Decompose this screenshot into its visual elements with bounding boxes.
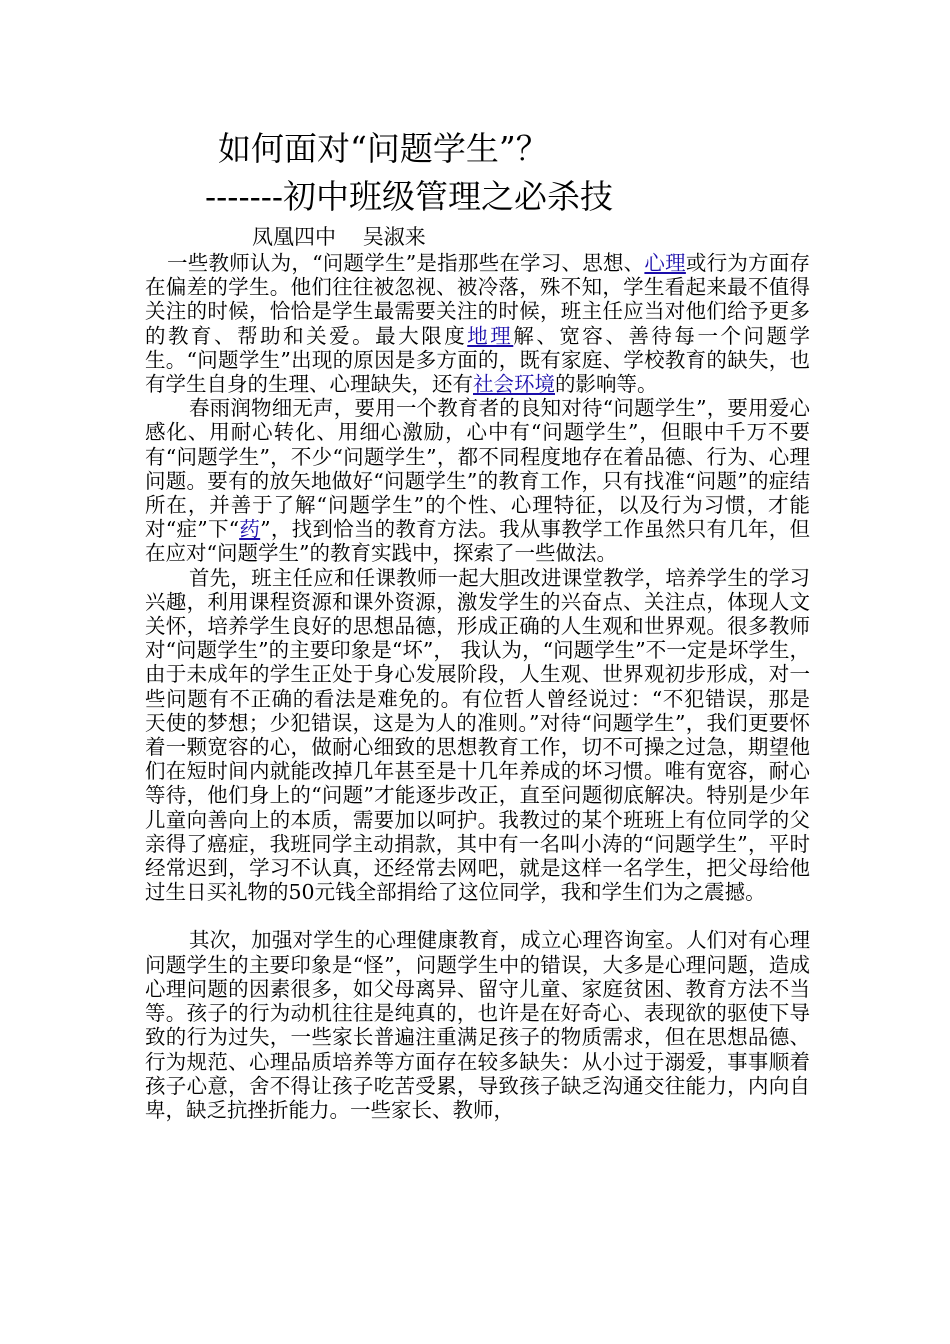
text-run: 春雨润物细无声，要用一个教育者的良知对待“问题学生”，要用爱心感化、用耐心转化、用细心激励，心中有“问题学生”，但眼中千万不要有“问题学生”，不少“问题学生”，都不同程度地存在着品德、行为、心理问题。要有的放矢地做好“问题学生”的教育工作，只有找准“问题”的症结所在，并善于了解“问题学生”的个性、心理特征，以及行为习惯，才能对“症”下“	[145, 396, 810, 542]
text-run: 或行为方面存在偏差的学生。他们往往被忽视、被冷落，殊不知，学生看起来最不值得关注的时候，恰恰是学生最需要关注的时候，班主任应当对他们给予更多的教育、帮助和关爱。最大限度	[145, 251, 811, 348]
paragraph-intro	[145, 251, 810, 396]
document-subtitle: -------初中班级管理之必杀技	[205, 177, 614, 216]
document-page	[145, 125, 810, 1122]
link-geography[interactable]: 地理	[467, 323, 514, 348]
text-run: 一些教师认为，“问题学生”是指那些在学习、思想、	[167, 251, 645, 275]
link-social-environment[interactable]: 社会环境	[473, 372, 555, 397]
paragraph-second: 其次，加强对学生的心理健康教育，成立心理咨询室。人们对有心理问题学生的主要印象是“怪”，问题学生中的错误，大多是心理问题，造成心理问题的因素很多，如父母离异、留守儿童、家庭贫困、教育方法不当等。孩子的行为动机往往是纯真的，也许是在好奇心、表现欲的驱使下导致的行为过失，一些家长普遍注重满足孩子的物质需求，但在思想品德、行为规范、心理品质培养等方面存在较多缺失：从小过于溺爱，事事顺着孩子心意，舍不得让孩子吃苦受累，导致孩子缺乏沟通交往能力，内向自卑，缺乏抗挫折能力。一些家长、教师，	[145, 928, 810, 1122]
text-run: 解、宽容、善待每一个问题学生。“问题学生”出现的原因是多方面的，既有家庭、学校教育的缺失，也有学生自身的生理、心理缺失，还有	[145, 323, 811, 397]
paragraph-gap	[145, 904, 810, 928]
paragraph-approach	[145, 396, 810, 565]
paragraph-first: 首先，班主任应和任课教师一起大胆改进课堂教学，培养学生的学习兴趣，利用课程资源和课外资源，激发学生的兴奋点、关注点，体现人文关怀，培养学生良好的思想品德，形成正确的人生观和世界观。很多教师对“问题学生”的主要印象是“坏”， 我认为，“问题学生”不一定是坏学生，由于未成年的学生正处于身心发展阶段，人生观、世界观初步形成，对一些问题有不正确的看法是难免的。有位哲人曾经说过：“不犯错误，那是天使的梦想；少犯错误，这是为人的准则。”对待“问题学生”，我们更要怀着一颗宽容的心，做耐心细致的思想教育工作，切不可操之过急，期望他们在短时间内就能改掉几年甚至是十几年养成的坏习惯。唯有宽容，耐心等待，他们身上的“问题”才能逐步改正，直至问题彻底解决。特别是少年儿童向善向上的本质，需要加以呵护。我教过的某个班班上有位同学的父亲得了癌症，我班同学主动捐款，其中有一名叫小涛的“问题学生”，平时经常迟到，学习不认真，还经常去网吧，就是这样一名学生，把父母给他过生日买礼物的50元钱全部捐给了这位同学，我和学生们为之震撼。	[145, 565, 810, 905]
author-byline: 凤凰四中 吴淑来	[252, 225, 426, 249]
text-run: 的影响等。	[555, 372, 658, 397]
link-medicine[interactable]: 药	[239, 517, 261, 542]
document-title: 如何面对“问题学生”？	[218, 129, 549, 168]
link-psychology[interactable]: 心理	[644, 251, 686, 275]
text-run: ”，找到恰当的教育方法。我从事教学工作虽然只有几年，但在应对“问题学生”的教育实践中，探索了一些做法。	[145, 517, 811, 566]
